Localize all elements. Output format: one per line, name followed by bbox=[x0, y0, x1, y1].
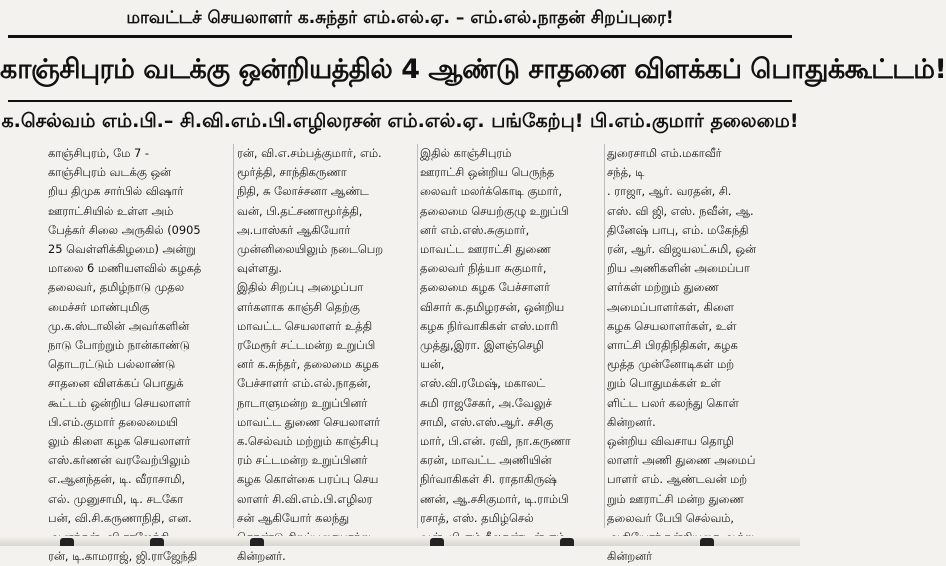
article-line: தொடரட்டும் பல்லாண்டு bbox=[48, 357, 176, 372]
article-line: தலைவர் நித்யா சுகுமார், bbox=[420, 261, 547, 276]
article-line: கழக செயலாளர்கள், உள் bbox=[607, 318, 737, 333]
article-line: ரமேரூர் சட்டமன்ற உறுப்பி bbox=[237, 338, 376, 353]
article-line: காஞ்சிபுரம் வடக்கு ஒன் bbox=[48, 165, 172, 180]
article-line: எஸ்.வி.ரமேஷ், மகாலட் bbox=[420, 376, 546, 391]
article-line: பாளர் எம். ஆண்டவன் மற் bbox=[607, 472, 748, 487]
article-line: எஸ்.கர்ணன் வரவேற்பிலும் bbox=[48, 453, 190, 468]
article-line: கூட்டம் ஒன்றிய செயலாளர் bbox=[48, 395, 191, 410]
article-line: மைச்சர் மாண்புமிகு bbox=[48, 299, 150, 314]
article-line: றும் ஊராட்சி மன்ற துணை bbox=[607, 491, 744, 506]
article-line: நிர்வாகிகள் சி. ராதாகிருஷ் bbox=[420, 472, 557, 487]
article-line: எஸ். வி ஜி, எஸ். நவீன், ஆ. bbox=[607, 203, 754, 218]
column-divider bbox=[233, 144, 234, 528]
article-line: முத்து,இரா. இளஞ்செழி bbox=[420, 338, 544, 353]
article-line: மாவட்ட செயலாளர் உத்தி bbox=[237, 318, 373, 333]
article-line: மாலை 6 மணியளவில் கழகத் bbox=[48, 261, 202, 276]
article-line: . ராஜா, ஆர். வரதன், சி. bbox=[607, 184, 732, 199]
article-line: அ.பாஸ்கர் ஆகியோர் bbox=[237, 222, 351, 237]
next-article-edge bbox=[0, 536, 800, 546]
article-line: தலைவர், தமிழ்நாடு முதல bbox=[48, 280, 185, 295]
headline-rule bbox=[8, 35, 792, 38]
article-line: றும் பொதுமக்கள் உள் bbox=[607, 376, 721, 391]
article-line: பேத்கர் சிலை அருகில் (0905 bbox=[48, 222, 201, 237]
article-line: மூர்த்தி, சாந்திகருணா bbox=[237, 165, 347, 180]
article-line: லாளர் சி.வி.எம்.பி.எழிலர bbox=[237, 491, 373, 506]
article-line: கரன், மாவட்ட அணியின் bbox=[420, 453, 552, 468]
article-line: ரசாத், எஸ். தமிழ்செல் bbox=[420, 510, 534, 525]
article-line: தினேஷ் பாபு, எம். மகேந்தி bbox=[607, 222, 749, 237]
article-line: பன், வி.சி.கருணாநிதி, என. bbox=[48, 510, 192, 525]
article-line: பி.எம்.குமார் தலைமையி bbox=[48, 414, 178, 429]
article-line: நாடாளுமன்ற உறுப்பினர் bbox=[237, 395, 368, 410]
article-line: ளர்களாக காஞ்சி தெற்கு bbox=[237, 299, 360, 314]
headline-main: காஞ்சிபுரம் வடக்கு ஒன்றியத்தில் 4 ஆண்டு சாதனை விளக்கப் பொதுக்கூட்டம்! bbox=[0, 54, 946, 85]
article-line: வன், பி.தட்சணாமூர்த்தி, bbox=[237, 203, 363, 218]
article-line: ஒன்றிய விவசாய தொழி bbox=[607, 434, 734, 449]
article-column-2 bbox=[237, 144, 415, 564]
article-line: னர் எம்.எஸ்.சுகுமார், bbox=[420, 222, 530, 237]
article-line: ரம் சட்டமன்ற உறுப்பினர் bbox=[237, 453, 368, 468]
subheadline-rule bbox=[8, 100, 792, 102]
article-line: அமைப்பாளர்கள், கிளை bbox=[607, 299, 734, 314]
article-line: எ.ஆனந்தன், டி. வீராசாமி, bbox=[48, 472, 186, 487]
article-line: ஊராட்சி ஒன்றிய பெருந்த bbox=[420, 165, 555, 180]
article-line: முன்னிலையிலும் நடைபெற bbox=[237, 242, 384, 257]
article-line: வுள்ளது. bbox=[237, 261, 282, 276]
article-line: ஊராட்சியில் உள்ள அம் bbox=[48, 203, 174, 218]
article-line: ளர்கள் மற்றும் துணை bbox=[607, 280, 719, 295]
article-line: கழக கொள்கை பரப்பு செய bbox=[237, 472, 379, 487]
article-line: மார், பி.என். ரவி, நா.கருணா bbox=[420, 434, 571, 449]
article-line: தலைவர் பேபி செல்வம், bbox=[607, 510, 735, 525]
article-column-1 bbox=[48, 144, 230, 564]
article-line: மூத்த முன்னோடிகள் மற் bbox=[607, 357, 735, 372]
article-line: சுமி ராஜசேகர், அ.வேலுச் bbox=[420, 395, 552, 410]
column-divider bbox=[604, 144, 605, 528]
article-line: லாளர் அணி துணை அமைப் bbox=[607, 453, 756, 468]
article-line: இதில் காஞ்சிபுரம் bbox=[420, 146, 512, 160]
article-line: சாதனை விளக்கப் பொதுக் bbox=[48, 376, 184, 391]
article-line: மு.க.ஸ்டாலின் அவர்களின் bbox=[48, 318, 190, 333]
article-line: சந்த், டி bbox=[607, 165, 645, 180]
article-line: நாடு போற்றும் நான்காண்டு bbox=[48, 338, 190, 353]
article-line: இதில் சிறப்பு அழைப்பா bbox=[237, 280, 364, 295]
article-line: சன் ஆகியோர் கலந்து bbox=[237, 510, 350, 525]
article-line: பேச்சாளர் எம்.எல்.நாதன், bbox=[237, 376, 371, 391]
article-line: யன், bbox=[420, 357, 445, 372]
article-line: ரன், ஆர். விஜயலட்சுமி, ஒன் bbox=[607, 242, 756, 257]
article-column-3 bbox=[420, 144, 602, 528]
article-line: தலைமை செயற்குழு உறுப்பி bbox=[420, 203, 569, 218]
article-line: கின்றனர் bbox=[607, 549, 653, 564]
article-line: லைவர் மலர்க்கொடி குமார், bbox=[420, 184, 563, 199]
column-divider bbox=[417, 144, 418, 528]
article-line: ணன், ஆ.சசிகுமார், டி.ராம்பி bbox=[420, 491, 569, 506]
article-line: எல். முனுசாமி, டி. சடகோ bbox=[48, 491, 184, 506]
article-line: துரைசாமி எம்.மகாவீர் bbox=[607, 146, 722, 160]
article-line: கழக நிர்வாகிகள் எஸ்.மாரி bbox=[420, 318, 559, 333]
article-line: லும் கிளை கழக செயலாளர் bbox=[48, 434, 191, 449]
article-line: மாவட்ட ஊராட்சி துணை bbox=[420, 242, 551, 257]
article-line: கின்றனர். bbox=[237, 549, 286, 564]
article-line: னர் க.சுந்தர், தலைமை கழக bbox=[237, 357, 379, 372]
article-line: ளிட்ட பலர் கலந்து கொள் bbox=[607, 395, 739, 410]
headline-sub: க.செல்வம் எம்.பி.– சி.வி.எம்.பி.எழிலரசன் எம்.எல்.ஏ. பங்கேற்பு! பி.எம்.குமார் தலைமை! bbox=[1, 110, 799, 132]
article-line: றிய திமுக சார்பில் விஷார் bbox=[48, 184, 184, 199]
article-line: ரன், வி.எ.சம்பத்குமார், எம். bbox=[237, 146, 382, 160]
article-line: கின்றனர். bbox=[607, 414, 656, 429]
article-line: 25 வெள்ளிக்கிழமை) அன்று bbox=[48, 242, 196, 257]
article-line: ளாட்சி பிரதிநிதிகள், கழக bbox=[607, 338, 738, 353]
article-line: தலைமை கழக பேச்சாளர் bbox=[420, 280, 550, 295]
article-column-4 bbox=[607, 144, 789, 564]
headline-top: மாவட்டச் செயலாளர் க.சுந்தர் எம்.எல்.ஏ. – எம்.எல்.நாதன் சிறப்புரை! bbox=[126, 8, 674, 28]
article-line: ரன், டி.காமராஜ், ஜி.ராஜேந்தி bbox=[48, 549, 198, 564]
article-line: விசார் க.தமிழரசன், ஒன்றிய bbox=[420, 299, 565, 314]
article-line: மாவட்ட துணை செயலாளர் bbox=[237, 414, 381, 429]
article-line: க.செல்வம் மற்றும் காஞ்சிபு bbox=[237, 434, 379, 449]
article-line: றிய அணிகளின் அமைப்பா bbox=[607, 261, 750, 276]
article-line: நிதி, சு லோச்சனா ஆண்ட bbox=[237, 184, 369, 199]
article-line: காஞ்சிபுரம், மே 7 - bbox=[48, 146, 150, 160]
article-line: சாமி, எஸ்.எஸ்.ஆர். சசிகு bbox=[420, 414, 554, 429]
